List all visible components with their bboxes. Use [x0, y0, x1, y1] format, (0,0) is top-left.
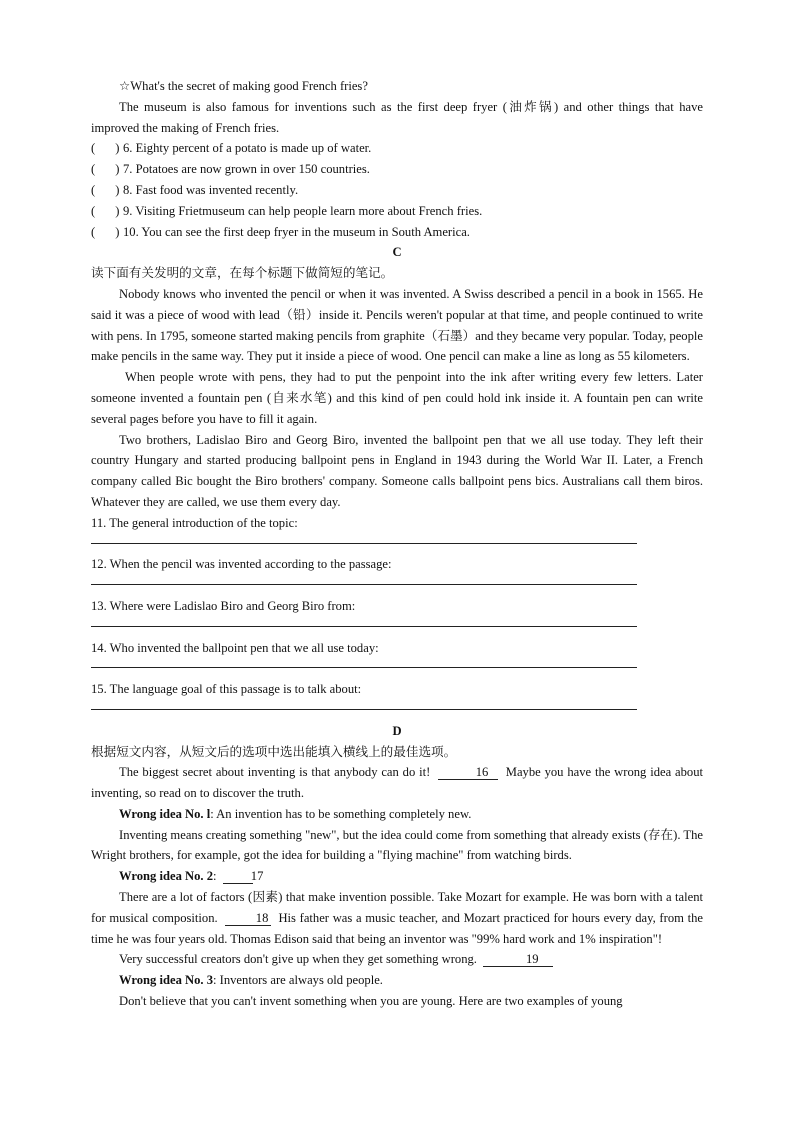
answer-bracket[interactable]: ( ) — [91, 203, 120, 218]
worksheet-page — [91, 76, 703, 1012]
blank-18[interactable]: 18 — [225, 911, 271, 926]
section-b-paragraph: The museum is also famous for inventions such as the first deep fryer (油炸锅) and other things that have improved the making of French fries. — [91, 99, 703, 135]
tf-item-text: 6. Eighty percent of a potato is made up of water. — [123, 141, 372, 156]
section-c-paragraph-3: Two brothers, Ladislao Biro and Georg Biro, invented the ballpoint pen that we all use today. They left their country Hungary and started producing ballpoint pens in England in 1943 during the World War II. Later, a French company called Bic bought the Biro brothers' company. Someone calls ballpoint pens bics. Australians call them biros. Whatever they are called, we use them every day. — [91, 432, 703, 509]
answer-line-11[interactable] — [91, 534, 703, 555]
section-d-letter: D — [392, 723, 402, 738]
answer-line-13[interactable] — [91, 617, 703, 638]
blank-19[interactable]: 19 — [483, 952, 553, 967]
question-12: 12. When the pencil was invented according to the passage: — [91, 557, 392, 572]
answer-bracket[interactable]: ( ) — [91, 162, 120, 177]
answer-line-14[interactable] — [91, 658, 703, 679]
tf-item-6 — [91, 138, 703, 159]
section-d-paragraph-2: Inventing means creating something "new", but the idea could come from something that already exists (存在). The Wright brothers, for example, got the idea for building a "flying machine" from watching birds. — [91, 827, 703, 863]
section-c-letter: C — [392, 245, 402, 260]
wrong-idea-2: Wrong idea No. 2: 17 — [119, 869, 264, 884]
question-13: 13. Where were Ladislao Biro and Georg Biro from: — [91, 598, 356, 613]
blank-17[interactable]: 17 — [223, 869, 253, 884]
answer-line-12[interactable] — [91, 575, 703, 596]
section-d-paragraph-3: There are a lot of factors (因素) that make invention possible. Take Mozart for example. He was born with a talent for musical composition. 18 His father was a music teacher, and Mozart practiced for hours every day, from the time he was four years old. Thomas Edison said that being an inventor was "99% hard work and 1% inspiration"! — [91, 890, 703, 946]
section-d-instruction: 根据短文内容，从短文后的选项中选出能填入横线上的最佳选项。 — [91, 744, 457, 759]
section-c-instruction: 读下面有关发明的文章，在每个标题下做简短的笔记。 — [91, 266, 394, 281]
section-c-paragraph-1: Nobody knows who invented the pencil or when it was invented. A Swiss described a pencil in a book in 1565. He said it was a piece of wood with lead（铅）inside it. Pencils weren't popular at that time, and people continued to write with pens. In 1795, someone started making pencils from graphite（石墨）and they became very popular. Today, people make pencils in the same way. They put it inside a piece of wood. One pencil can make a line as long as 55 kilometers. — [91, 286, 703, 364]
tf-item-8 — [91, 180, 703, 201]
true-false-list — [91, 138, 703, 242]
answer-line-15[interactable] — [91, 700, 703, 721]
blank-16[interactable]: 16 — [438, 765, 498, 780]
wrong-idea-3: Wrong idea No. 3: Inventors are always old people. — [119, 973, 383, 988]
question-11: 11. The general introduction of the topic: — [91, 515, 298, 530]
tf-item-7 — [91, 159, 703, 180]
section-b-heading: ☆What's the secret of making good French fries? — [119, 79, 368, 93]
answer-bracket[interactable]: ( ) — [91, 141, 120, 156]
tf-item-10 — [91, 222, 703, 243]
tf-item-text: 9. Visiting Frietmuseum can help people learn more about French fries. — [123, 203, 483, 218]
answer-bracket[interactable]: ( ) — [91, 182, 120, 197]
section-c-paragraph-2: When people wrote with pens, they had to put the penpoint into the ink after writing every few letters. Later someone invented a fountain pen (自来水笔) and this kind of pen could hold ink inside it. A fountain pen can write several pages before you have to fill it again. — [91, 370, 703, 426]
section-d-paragraph-4: Very successful creators don't give up when they get something wrong. 19 — [91, 949, 703, 970]
wrong-idea-1: Wrong idea No. l: An invention has to be something completely new. — [119, 806, 472, 821]
answer-bracket[interactable]: ( ) — [91, 224, 120, 239]
tf-item-text: 8. Fast food was invented recently. — [123, 182, 299, 197]
tf-item-9 — [91, 201, 703, 222]
section-d-paragraph-1: The biggest secret about inventing is that anybody can do it! 16 Maybe you have the wrong idea about inventing, so read on to discover the truth. — [91, 765, 704, 801]
question-15: 15. The language goal of this passage is to talk about: — [91, 682, 362, 697]
section-d-paragraph-5: Don't believe that you can't invent something when you are young. Here are two examples of young — [119, 994, 623, 1009]
tf-item-text: 7. Potatoes are now grown in over 150 countries. — [123, 162, 370, 177]
question-14: 14. Who invented the ballpoint pen that we all use today: — [91, 640, 379, 655]
tf-item-text: 10. You can see the first deep fryer in the museum in South America. — [123, 224, 470, 239]
